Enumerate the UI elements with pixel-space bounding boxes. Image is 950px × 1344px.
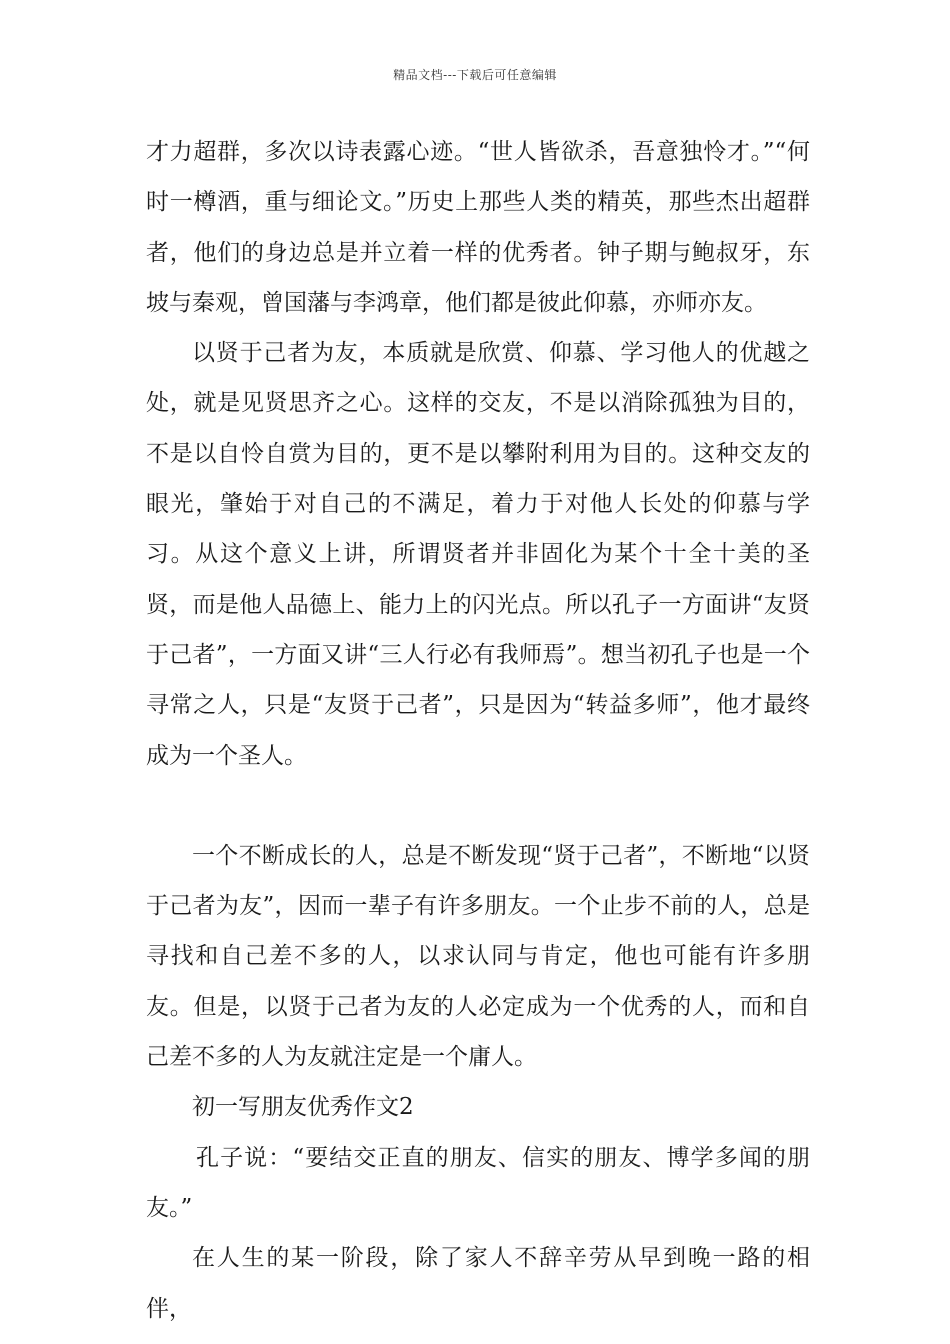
paragraph-gap — [146, 781, 810, 831]
paragraph-1: 才力超群，多次以诗表露心迹。“世人皆欲杀，吾意独怜才。”“何时一樽酒，重与细论文。”历史上那些人类的精英，那些杰出超群者，他们的身边总是并立着一样的优秀者。钟子期与鲍叔牙，东坡与秦观，曾国藩与李鸿章，他们都是彼此仰慕，亦师亦友。 — [146, 139, 810, 316]
document-body — [146, 127, 810, 1334]
paragraph-5: 在人生的某一阶段，除了家人不辞辛劳从早到晚一路的相伴， — [146, 1245, 810, 1322]
page-header: 精品文档---下载后可任意编辑 — [393, 68, 557, 82]
paragraph-3: 一个不断成长的人，总是不断发现“贤于己者”，不断地“以贤于己者为友”，因而一辈子有许多朋友。一个止步不前的人，总是寻找和自己差不多的人，以求认同与肯定，他也可能有许多朋友。但是，以贤于己者为友的人必定成为一个优秀的人，而和自己差不多的人为友就注定是一个庸人。 — [146, 842, 810, 1071]
paragraph-2: 以贤于己者为友，本质就是欣赏、仰慕、学习他人的优越之处，就是见贤思齐之心。这样的交友，不是以消除孤独为目的，不是以自怜自赏为目的，更不是以攀附利用为目的。这种交友的眼光，肇始于对自己的不满足，着力于对他人长处的仰慕与学习。从这个意义上讲，所谓贤者并非固化为某个十全十美的圣贤，而是他人品德上、能力上的闪光点。所以孔子一方面讲“友贤于己者”，一方面又讲“三人行必有我师焉”。想当初孔子也是一个寻常之人，只是“友贤于己者”，只是因为“转益多师”，他才最终成为一个圣人。 — [146, 340, 810, 769]
paragraph-4: 孔子说：“要结交正直的朋友、信实的朋友、博学多闻的朋友。” — [146, 1144, 810, 1221]
section-heading: 初一写朋友优秀作文2 — [192, 1094, 414, 1121]
